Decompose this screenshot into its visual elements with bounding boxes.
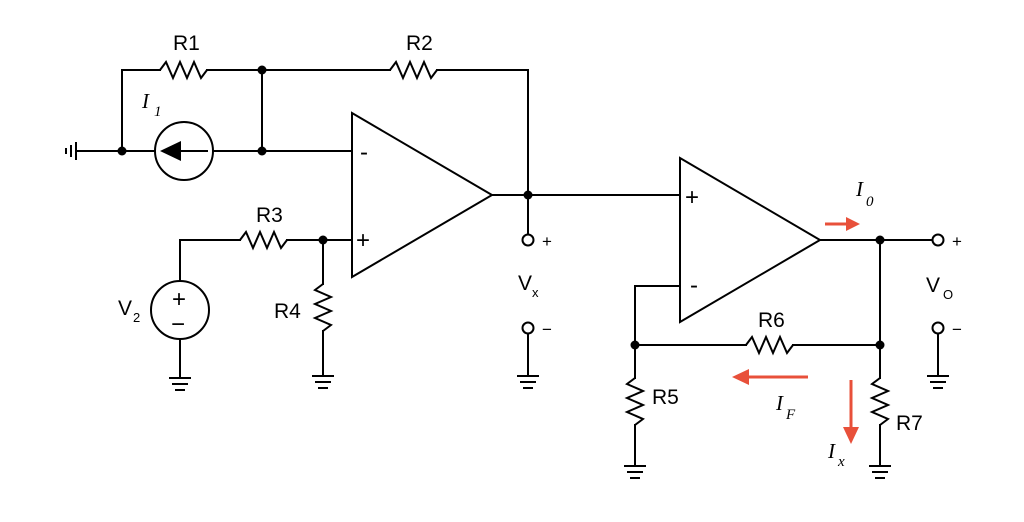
svg-text:I: I [856, 177, 863, 201]
resistor-r3 [240, 232, 352, 248]
node-output [876, 236, 885, 245]
resistor-r4 [315, 240, 331, 376]
ground-vo [928, 334, 948, 388]
resistor-r1 [160, 62, 262, 78]
ground-v2 [170, 339, 190, 390]
ground-r7 [870, 466, 890, 478]
label-r2: R2 [406, 32, 433, 55]
label-r4: R4 [274, 300, 301, 323]
opamp1-inv-sign: - [360, 139, 368, 166]
svg-text:1: 1 [154, 104, 162, 120]
vo-plus-sign: + [952, 232, 962, 251]
arrow-ix [843, 380, 859, 444]
svg-text:x: x [838, 454, 845, 470]
ground-vx [518, 334, 538, 388]
svg-text:I: I [776, 391, 783, 415]
v2-minus-sign: − [171, 311, 186, 338]
label-i1 [141, 89, 162, 120]
wire-vo [820, 240, 932, 345]
wire-vx [492, 195, 680, 234]
opamp2-inv-sign: - [690, 272, 698, 299]
label-r7: R7 [896, 412, 923, 435]
label-vo [926, 274, 953, 302]
vo-minus-sign: − [952, 320, 962, 339]
label-vx [518, 272, 539, 300]
node-left [118, 147, 127, 156]
label-r1: R1 [173, 32, 200, 55]
terminal-vx-plus [523, 235, 534, 246]
ground-r5 [625, 466, 645, 478]
current-source-i1 [155, 122, 213, 180]
arrow-if [732, 369, 808, 385]
wire-r3 [180, 240, 240, 281]
terminal-vx-minus [523, 323, 534, 334]
resistor-r7 [872, 345, 888, 466]
opamp-2 [680, 158, 820, 322]
label-if [775, 391, 796, 423]
resistor-r6 [746, 337, 880, 353]
svg-text:O: O [943, 287, 954, 302]
terminal-vo-plus [933, 235, 944, 246]
svg-text:V: V [926, 274, 941, 297]
svg-text:0: 0 [866, 194, 874, 210]
label-r6: R6 [758, 309, 785, 332]
svg-text:V: V [518, 272, 533, 295]
vx-minus-sign: − [542, 320, 552, 339]
label-i0 [855, 177, 874, 210]
svg-text:V: V [118, 297, 133, 320]
node-vx [524, 191, 533, 200]
label-r3: R3 [256, 204, 283, 227]
node-inv-input [258, 147, 267, 156]
opamp-1 [352, 113, 492, 277]
svg-text:F: F [786, 407, 796, 423]
terminal-vo-minus [933, 323, 944, 334]
opamp1-noninv-sign: + [356, 227, 371, 254]
vx-plus-sign: + [542, 232, 552, 251]
svg-text:x: x [532, 285, 539, 300]
label-ix [827, 439, 845, 470]
arrow-i0 [825, 217, 860, 231]
svg-text:I: I [142, 89, 149, 113]
ground-r4 [313, 376, 333, 388]
v2-plus-sign: + [172, 286, 187, 313]
svg-text:I: I [828, 439, 835, 463]
opamp2-noninv-sign: + [685, 184, 700, 211]
chassis-ground-left [66, 143, 122, 159]
svg-text:2: 2 [133, 310, 141, 325]
label-r5: R5 [652, 386, 679, 409]
label-v2 [118, 297, 140, 325]
resistor-r5 [627, 345, 643, 466]
